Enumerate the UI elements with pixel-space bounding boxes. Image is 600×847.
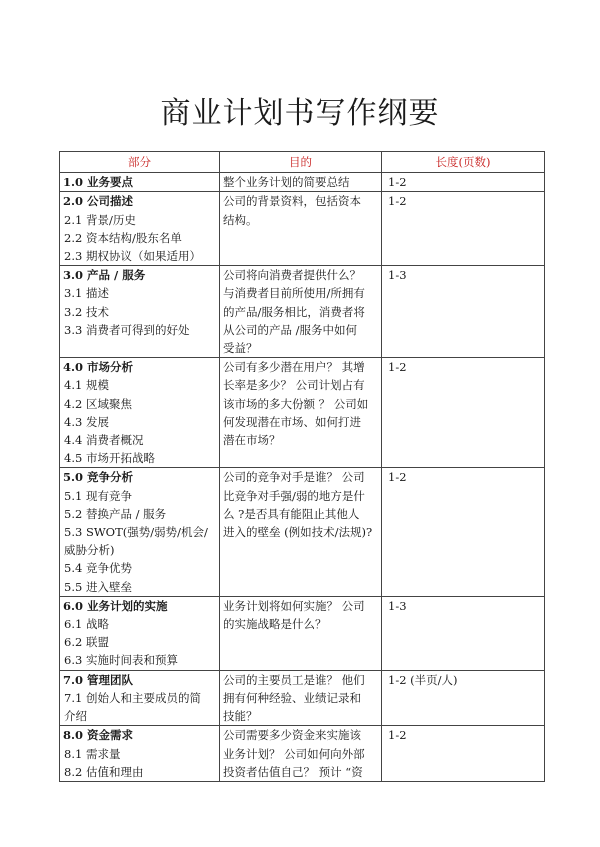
part-cell bbox=[60, 358, 220, 468]
purpose-cell bbox=[220, 266, 382, 358]
header-purpose: 目的 bbox=[220, 152, 382, 173]
subsection-item: 5.2 替换产品 / 服务 bbox=[64, 506, 167, 521]
subsection-item: 介绍 bbox=[64, 709, 87, 724]
length-cell: 1-2 bbox=[382, 468, 545, 596]
table-row bbox=[60, 468, 545, 596]
section-heading: 2.0 公司描述 bbox=[63, 194, 134, 209]
purpose-line: 公司的竞争对手是谁？ 公司 bbox=[223, 470, 365, 485]
purpose-line: 结构。 bbox=[223, 212, 258, 227]
table-row bbox=[60, 358, 545, 468]
length-cell: 1-2 (半页/人) bbox=[382, 670, 545, 726]
section-heading: 1.0 业务要点 bbox=[63, 175, 134, 190]
subsection-item: 6.3 实施时间表和预算 bbox=[64, 653, 178, 668]
table-row bbox=[60, 726, 545, 782]
subsection-item: 4.5 市场开拓战略 bbox=[64, 451, 155, 466]
purpose-line: 投资者估值自己？ 预计 “资 bbox=[223, 764, 363, 779]
subsection-item: 5.5 进入壁垒 bbox=[64, 579, 132, 594]
subsection-item: 2.3 期权协议（如果适用） bbox=[64, 249, 201, 264]
table-row bbox=[60, 596, 545, 670]
subsection-item: 5.4 竞争优势 bbox=[64, 561, 132, 576]
part-cell bbox=[60, 670, 220, 726]
subsection-item: 6.2 联盟 bbox=[64, 635, 109, 650]
subsection-item: 2.2 资本结构/股东名单 bbox=[64, 230, 182, 245]
purpose-line: 公司有多少潜在用户？ 其增 bbox=[223, 360, 365, 375]
subsection-item: 3.1 描述 bbox=[64, 286, 109, 301]
subsection-item: 4.1 规模 bbox=[64, 378, 109, 393]
length-cell: 1-2 bbox=[382, 173, 545, 192]
purpose-line: 的实施战略是什么？ bbox=[223, 617, 327, 632]
subsection-item: 8.1 需求量 bbox=[64, 746, 121, 761]
header-length: 长度(页数) bbox=[382, 152, 545, 173]
purpose-line: 整个业务计划的简要总结 bbox=[223, 175, 350, 190]
purpose-line: 业务计划将如何实施？ 公司 bbox=[223, 598, 365, 613]
section-heading: 8.0 资金需求 bbox=[63, 728, 134, 743]
purpose-line: 受益？ bbox=[223, 341, 258, 356]
subsection-item: 3.3 消费者可得到的好处 bbox=[64, 322, 190, 337]
header-part: 部分 bbox=[60, 152, 220, 173]
section-heading: 5.0 竞争分析 bbox=[63, 470, 134, 485]
outline-table bbox=[59, 151, 545, 782]
section-heading: 4.0 市场分析 bbox=[63, 360, 134, 375]
purpose-line: 业务计划？ 公司如何向外部 bbox=[223, 746, 365, 761]
subsection-item: 2.1 背景/历史 bbox=[64, 212, 136, 227]
table-row bbox=[60, 266, 545, 358]
purpose-cell bbox=[220, 670, 382, 726]
subsection-item: 6.1 战略 bbox=[64, 617, 109, 632]
part-cell bbox=[60, 726, 220, 782]
length-cell: 1-2 bbox=[382, 358, 545, 468]
purpose-line: 潜在市场？ bbox=[223, 433, 281, 448]
purpose-line: 么 ?是否具有能阻止其他人 bbox=[223, 506, 360, 521]
purpose-line: 长率是多少？ 公司计划占有 bbox=[223, 378, 365, 393]
purpose-cell bbox=[220, 468, 382, 596]
purpose-line: 比竞争对手强/弱的地方是什 bbox=[223, 488, 365, 503]
purpose-line: 公司将向消费者提供什么？ bbox=[223, 268, 361, 283]
purpose-cell bbox=[220, 596, 382, 670]
subsection-item: 4.2 区域聚焦 bbox=[64, 396, 132, 411]
subsection-item: 7.1 创始人和主要成员的简 bbox=[64, 690, 201, 705]
subsection-item: 威胁分析) bbox=[64, 543, 115, 558]
purpose-cell bbox=[220, 173, 382, 192]
purpose-line: 该市场的多大份额 ？ 公司如 bbox=[223, 396, 369, 411]
section-heading: 7.0 管理团队 bbox=[63, 672, 134, 687]
section-heading: 6.0 业务计划的实施 bbox=[63, 598, 168, 613]
subsection-item: 5.3 SWOT(强势/弱势/机会/ bbox=[64, 525, 208, 540]
subsection-item: 8.2 估值和理由 bbox=[64, 764, 144, 779]
purpose-line: 拥有何种经验、业绩记录和 bbox=[223, 690, 361, 705]
subsection-item: 4.3 发展 bbox=[64, 414, 109, 429]
purpose-line: 公司需要多少资金来实施该 bbox=[223, 728, 361, 743]
table-row bbox=[60, 173, 545, 192]
table-row bbox=[60, 670, 545, 726]
section-heading: 3.0 产品 / 服务 bbox=[63, 268, 146, 283]
length-cell: 1-3 bbox=[382, 266, 545, 358]
part-cell bbox=[60, 266, 220, 358]
purpose-line: 进入的壁垒 (例如技术/法规)? bbox=[223, 525, 373, 540]
length-cell: 1-2 bbox=[382, 726, 545, 782]
purpose-cell bbox=[220, 192, 382, 266]
purpose-line: 公司的背景资料，包括资本 bbox=[223, 194, 361, 209]
purpose-line: 技能？ bbox=[223, 709, 258, 724]
purpose-line: 何发现潜在市场、如何打进 bbox=[223, 414, 361, 429]
part-cell bbox=[60, 173, 220, 192]
page-title: 商业计划书写作纲要 bbox=[160, 96, 440, 131]
subsection-item: 4.4 消费者概况 bbox=[64, 433, 144, 448]
length-cell: 1-2 bbox=[382, 192, 545, 266]
purpose-cell bbox=[220, 358, 382, 468]
part-cell bbox=[60, 192, 220, 266]
table-header-row bbox=[60, 152, 545, 173]
table-row bbox=[60, 192, 545, 266]
purpose-cell bbox=[220, 726, 382, 782]
length-cell: 1-3 bbox=[382, 596, 545, 670]
purpose-line: 公司的主要员工是谁？ 他们 bbox=[223, 672, 365, 687]
purpose-line: 的产品/服务相比，消费者将 bbox=[223, 304, 365, 319]
subsection-item: 3.2 技术 bbox=[64, 304, 109, 319]
purpose-line: 与消费者目前所使用/所拥有 bbox=[223, 286, 365, 301]
part-cell bbox=[60, 468, 220, 596]
part-cell bbox=[60, 596, 220, 670]
subsection-item: 5.1 现有竞争 bbox=[64, 488, 132, 503]
purpose-line: 从公司的产品 /服务中如何 bbox=[223, 322, 358, 337]
